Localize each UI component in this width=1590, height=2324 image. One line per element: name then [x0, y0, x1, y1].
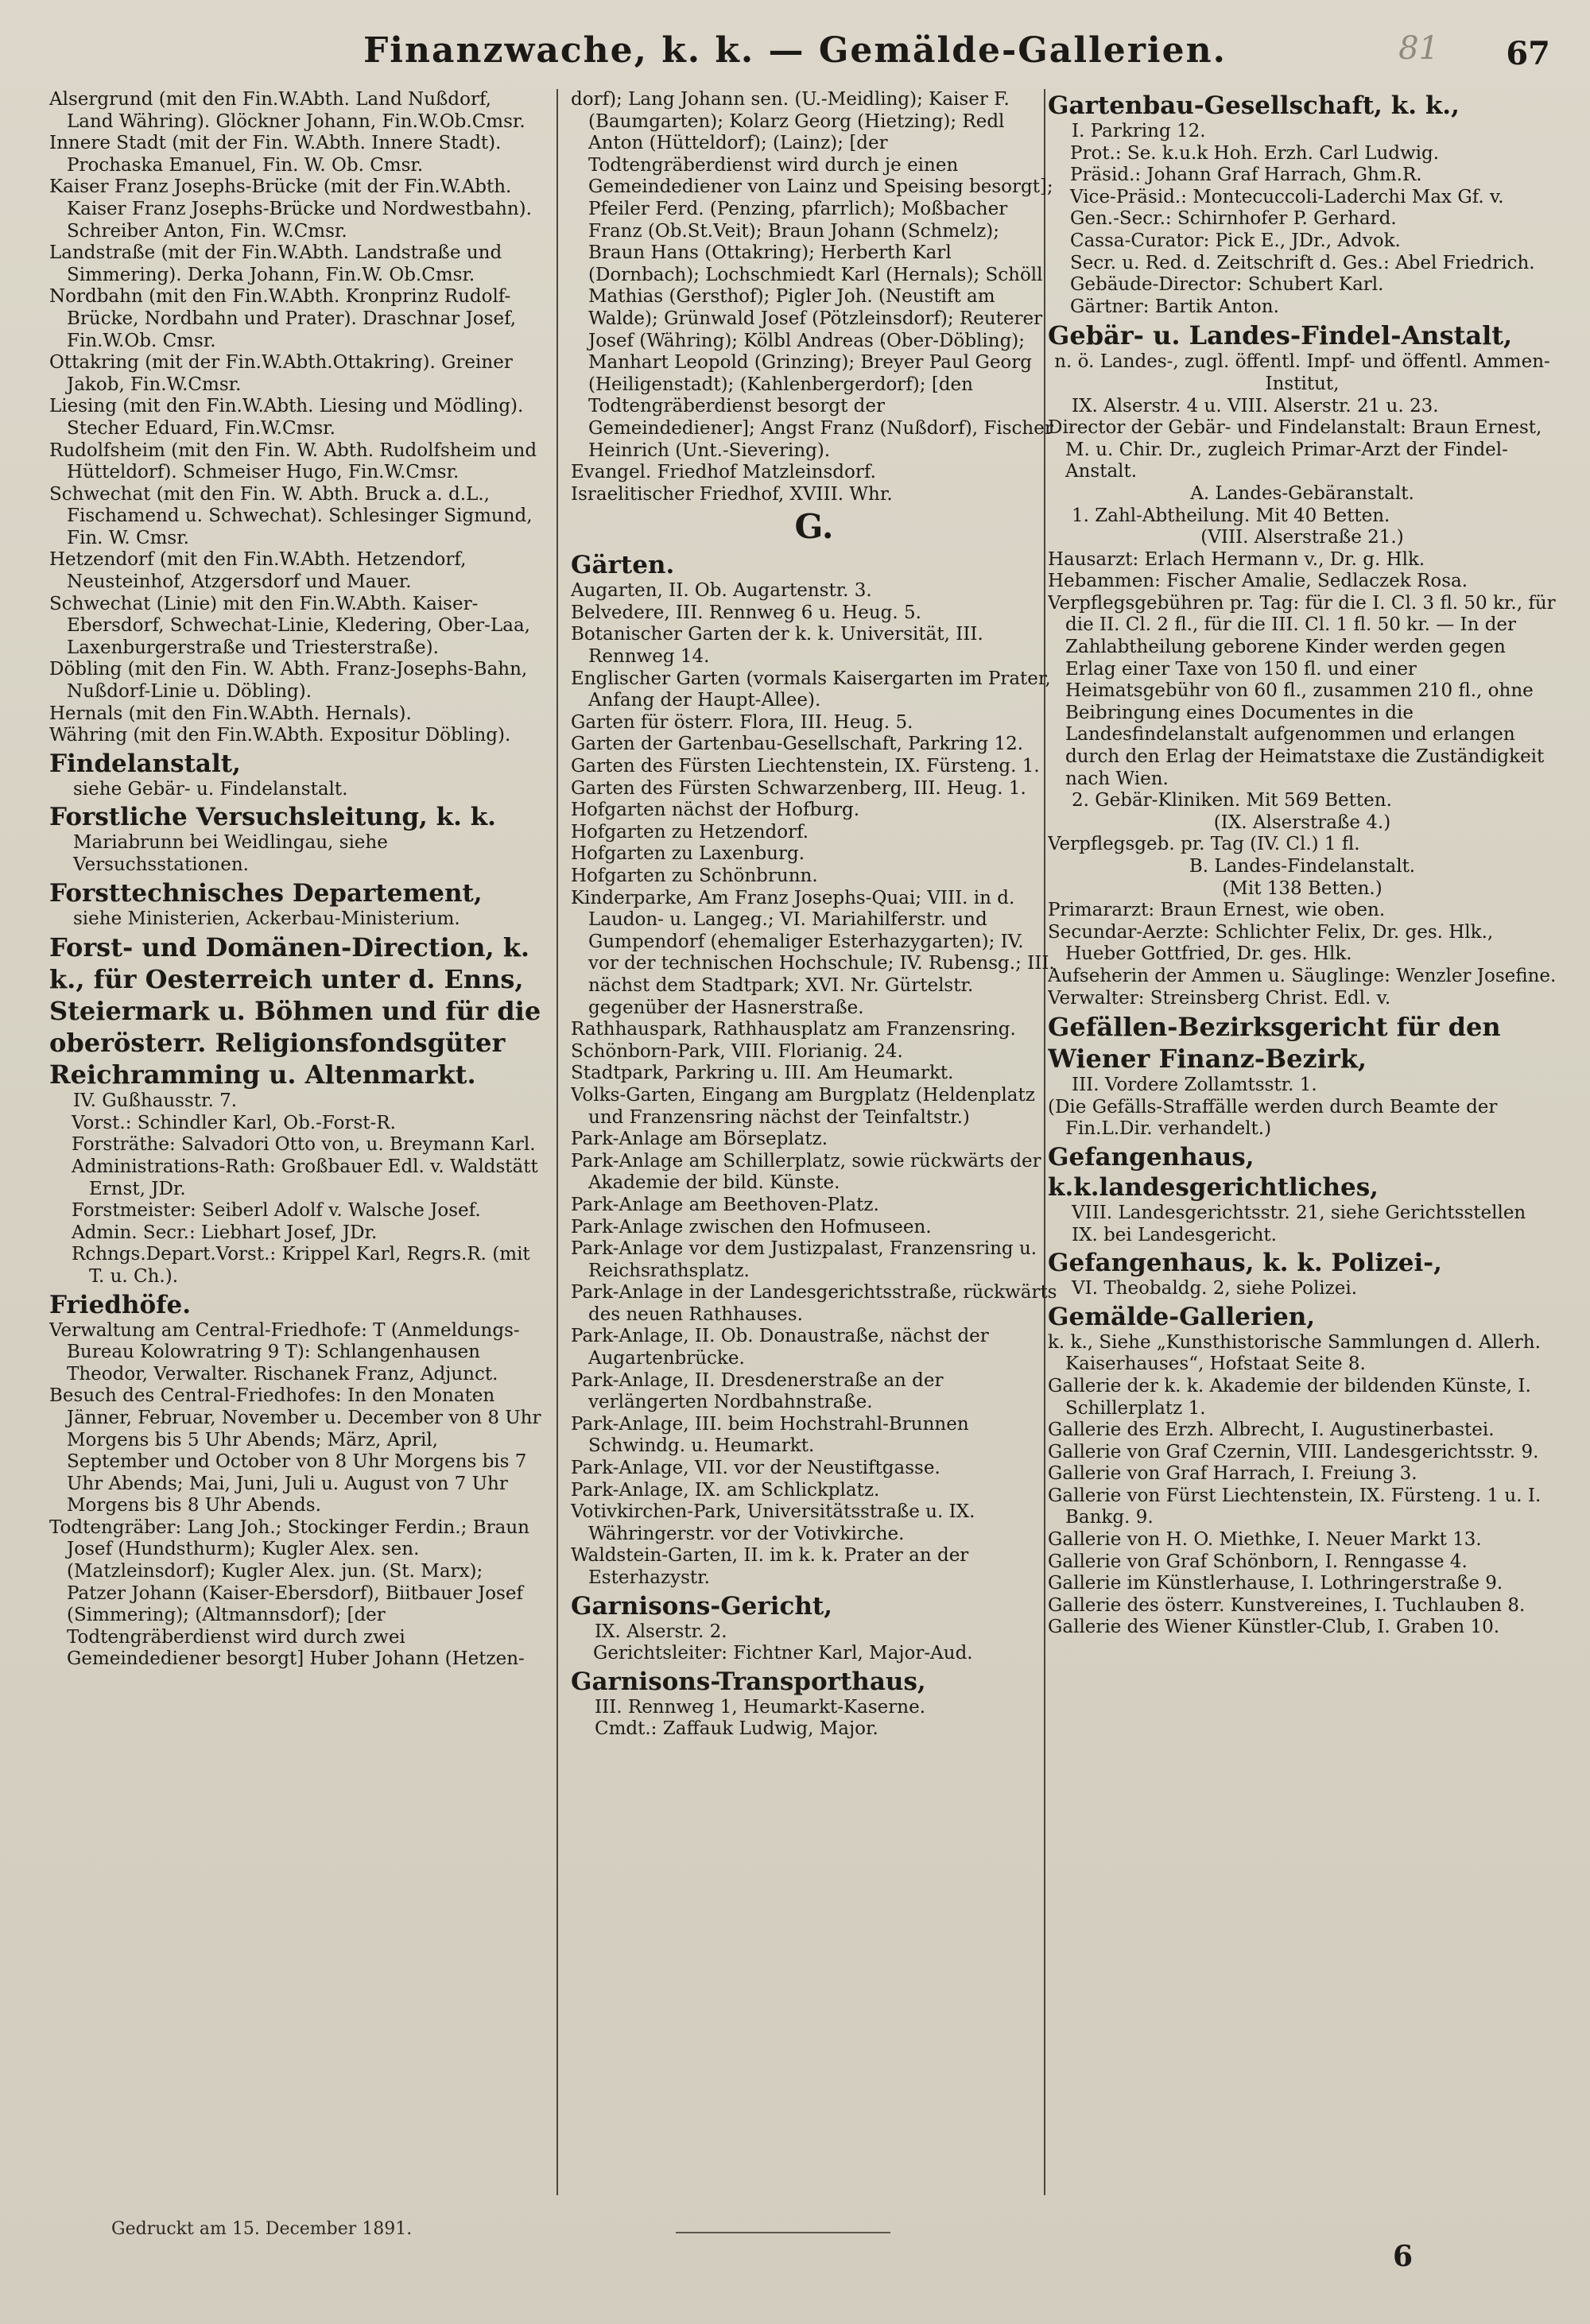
directory-entry: Park-Anlage zwischen den Hofmuseen.	[571, 1216, 932, 1238]
section-heading: Forsttechnisches Departement,	[49, 878, 483, 908]
personnel-line: Rchngs.Depart.Vorst.: Krippel Karl, Regrs.R. (mit T. u. Ch.).	[72, 1244, 530, 1287]
directory-entry: Garten für österr. Flora, III. Heug. 5.	[571, 711, 913, 733]
section-heading: Garnisons-Gericht,	[571, 1591, 833, 1621]
directory-entry: Hofgarten zu Schönbrunn.	[571, 866, 818, 886]
subsection-heading: A. Landes-Gebäranstalt.	[1190, 482, 1414, 504]
directory-entry: Primararzt: Braun Ernest, wie oben.	[1048, 900, 1386, 921]
section-heading: Gebär- u. Landes-Findel-Anstalt,	[1048, 320, 1513, 351]
directory-entry: Garten des Fürsten Schwarzenberg, III. Heug. 1.	[571, 777, 1026, 799]
entry-detail: IX. Alserstr. 4 u. VIII. Alserstr. 21 u. 23.	[1072, 395, 1439, 416]
directory-entry: Schwechat (mit den Fin. W. Abth. Bruck a. d.L., Fischamend u. Schwechat). Schlesinger Sigmund, Fin. W. Cmsr.	[49, 483, 533, 548]
directory-entry: (Die Gefälls-Straffälle werden durch Beamte der Fin.L.Dir. verhandelt.)	[1048, 1096, 1498, 1140]
column-divider	[556, 89, 558, 2195]
page-number: 67	[1506, 35, 1550, 72]
entry-detail: 1. Zahl-Abtheilung. Mit 40 Betten.	[1072, 505, 1390, 526]
directory-entry: Park-Anlage, VII. vor der Neustiftgasse.	[571, 1458, 940, 1479]
directory-entry: Park-Anlage am Beethoven-Platz.	[571, 1194, 879, 1215]
signature-mark: 6	[1393, 2240, 1414, 2273]
directory-entry: Hebammen: Fischer Amalie, Sedlaczek Rosa.	[1048, 571, 1468, 592]
directory-entry: Nordbahn (mit den Fin.W.Abth. Kronprinz Rudolf-Brücke, Nordbahn und Prater). Draschnar Josef, Fin.W.Ob. Cmsr.	[49, 286, 517, 351]
personnel-line: Administrations-Rath: Großbauer Edl. v. Waldstätt Ernst, JDr.	[72, 1156, 538, 1199]
entry-detail: VI. Theobaldg. 2, siehe Polizei.	[1072, 1278, 1358, 1300]
directory-entry: Park-Anlage vor dem Justizpalast, Franzensring u. Reichsrathsplatz.	[571, 1238, 1037, 1281]
section-heading: Gärten.	[571, 551, 675, 580]
personnel-line: Gärtner: Bartik Anton.	[1070, 296, 1279, 317]
directory-entry: Garten des Fürsten Liechtenstein, IX. Fürsteng. 1.	[571, 756, 1040, 777]
section-heading: Gefangenhaus, k.k.landesgerichtliches,	[1048, 1142, 1379, 1202]
print-date: Gedruckt am 15. December 1891.	[111, 2219, 413, 2239]
entry-detail: III. Vordere Zollamtsstr. 1.	[1072, 1075, 1317, 1096]
subsection-heading: B. Landes-Findelanstalt.	[1189, 856, 1416, 877]
pencil-annotation: 81	[1398, 30, 1439, 67]
personnel-line: Präsid.: Johann Graf Harrach, Ghm.R.	[1070, 165, 1422, 186]
directory-entry: Verpflegsgebühren pr. Tag: für die I. Cl. 3 fl. 50 kr., für die II. Cl. 2 fl., für die III. Cl. 1 fl. 50 kr. — In der Zahlabtheilung geborene Kinder werden gegen Erlag einer Taxe von 150 fl. und einer Heimatsgebühr von 60 fl., zusammen 210 fl., ohne Beibringung eines Documentes in die Landesfindelanstalt aufgenommen und erlangen durch den Erlag der Heimatstaxe die Zuständigkeit nach Wien.	[1048, 592, 1556, 789]
directory-entry: Alsergrund (mit den Fin.W.Abth. Land Nußdorf, Land Währing). Glöckner Johann, Fin.W.Ob.Cmsr.	[49, 89, 525, 132]
directory-entry: Gallerie von Graf Harrach, I. Freiung 3.	[1048, 1463, 1417, 1485]
directory-entry: Ottakring (mit der Fin.W.Abth.Ottakring). Greiner Jakob, Fin.W.Cmsr.	[49, 352, 513, 395]
section-heading: Garnisons-Transporthaus,	[571, 1667, 926, 1696]
directory-entry: Gallerie von Graf Czernin, VIII. Landesgerichtsstr. 9.	[1048, 1441, 1539, 1462]
entry-detail: 2. Gebär-Kliniken. Mit 569 Betten.	[1072, 790, 1392, 811]
directory-entry: Israelitischer Friedhof, XVIII. Whr.	[571, 483, 893, 505]
directory-entry: Englischer Garten (vormals Kaisergarten im Prater, Anfang der Haupt-Allee).	[571, 668, 1051, 711]
directory-entry: Hofgarten zu Laxenburg.	[571, 843, 805, 865]
directory-entry: Belvedere, III. Rennweg 6 u. Heug. 5.	[571, 602, 921, 623]
directory-entry: Gallerie des Wiener Künstler-Club, I. Graben 10.	[1048, 1617, 1500, 1638]
directory-entry: Gallerie des Erzh. Albrecht, I. Augustinerbastei.	[1048, 1420, 1495, 1441]
personnel-line: Gen.-Secr.: Schirnhofer P. Gerhard.	[1070, 208, 1397, 230]
personnel-line: Vice-Präsid.: Montecuccoli-Laderchi Max Gf. v.	[1070, 186, 1504, 207]
personnel-line: Admin. Secr.: Liebhart Josef, JDr.	[72, 1222, 378, 1243]
directory-entry: Rudolfsheim (mit den Fin. W. Abth. Rudolfsheim und Hütteldorf). Schmeiser Hugo, Fin.W.Cmsr.	[49, 440, 537, 483]
directory-entry: Verwaltung am Central-Friedhofe: T (Anmeldungs-Bureau Kolowratring 9 T): Schlangenhausen Theodor, Verwalter. Rischanek Franz, Adjunct.	[49, 1319, 520, 1385]
directory-entry: Park-Anlage, III. beim Hochstrahl-Brunnen Schwindg. u. Heumarkt.	[571, 1413, 969, 1457]
directory-entry: Kaiser Franz Josephs-Brücke (mit der Fin.W.Abth. Kaiser Franz Josephs-Brücke und Nordwestbahn). Schreiber Anton, Fin. W.Cmsr.	[49, 176, 532, 242]
directory-entry: Director der Gebär- und Findelanstalt: Braun Ernest, M. u. Chir. Dr., zugleich Primar-Arzt der Findel-Anstalt.	[1048, 417, 1542, 482]
entry-detail: I. Parkring 12.	[1072, 121, 1206, 141]
directory-entry: Park-Anlage, IX. am Schlickplatz.	[571, 1479, 880, 1501]
personnel-line: Prot.: Se. k.u.k Hoh. Erzh. Carl Ludwig.	[1070, 142, 1440, 164]
personnel-line: Forsträthe: Salvadori Otto von, u. Breymann Karl.	[72, 1134, 536, 1156]
directory-entry: Todtengräber: Lang Joh.; Stockinger Ferdin.; Braun Josef (Hundsthurm); Kugler Alex. sen. (Matzleinsdorf); Kugler Alex. jun. (St. Marx); Patzer Johann (Kaiser-Ebersdorf), Biitbauer Josef (Simmering); (Altmannsdorf); [der Todtengräberdienst wird durch zwei Gemeindediener besorgt] Huber Johann (Hetzen-	[49, 1516, 529, 1670]
directory-entry: Park-Anlage, II. Ob. Donaustraße, nächst der Augartenbrücke.	[571, 1326, 989, 1369]
directory-entry: Waldstein-Garten, II. im k. k. Prater an der Esterhazystr.	[571, 1545, 969, 1588]
directory-entry: Hernals (mit den Fin.W.Abth. Hernals).	[49, 703, 412, 724]
directory-entry: Innere Stadt (mit der Fin. W.Abth. Innere Stadt). Prochaska Emanuel, Fin. W. Ob. Cmsr.	[49, 133, 502, 176]
directory-entry: Gallerie von Fürst Liechtenstein, IX. Fürsteng. 1 u. I. Bankg. 9.	[1048, 1485, 1542, 1528]
section-heading: Forstliche Versuchsleitung, k. k.	[49, 803, 496, 832]
directory-entry: Kinderparke, Am Franz Josephs-Quai; VIII. in d. Laudon- u. Langeg.; VI. Mariahilferstr. und Gumpendorf (ehemaliger Esterhazygarten); IV. vor der technischen Hochschule; IV. Rubensg.; III. nächst dem Stadtpark; XVI. Nr. Gürtelstr. gegenüber der Hasnerstraße.	[571, 887, 1055, 1018]
directory-entry: Liesing (mit den Fin.W.Abth. Liesing und Mödling). Stecher Eduard, Fin.W.Cmsr.	[49, 396, 524, 439]
directory-entry: Volks-Garten, Eingang am Burgplatz (Heldenplatz und Franzensring nächst der Teinfaltstr.)	[571, 1084, 1035, 1128]
directory-entry: Augarten, II. Ob. Augartenstr. 3.	[571, 580, 872, 602]
directory-entry: Währing (mit den Fin.W.Abth. Expositur Döbling).	[49, 725, 511, 746]
personnel-line: Forstmeister: Seiberl Adolf v. Walsche Josef.	[72, 1200, 481, 1222]
directory-entry: Aufseherin der Ammen u. Säuglinge: Wenzler Josefine.	[1048, 965, 1557, 986]
directory-entry: Landstraße (mit der Fin.W.Abth. Landstraße und Simmering). Derka Johann, Fin.W. Ob.Cmsr.	[49, 242, 502, 285]
section-heading: Forst- und Domänen-Direction, k. k., für Oesterreich unter d. Enns, Steiermark u. Böhmen und für die oberösterr. Religionsfondsgüter Reichramming u. Altenmarkt.	[49, 932, 541, 1090]
directory-entry: k. k., Siehe „Kunsthistorische Sammlungen d. Allerh. Kaiserhauses“, Hofstaat Seite 8.	[1048, 1331, 1541, 1375]
entry-detail: Cmdt.: Zaffauk Ludwig, Major.	[595, 1718, 878, 1740]
directory-entry: Schwechat (Linie) mit den Fin.W.Abth. Kaiser-Ebersdorf, Schwechat-Linie, Kledering, Ober-Laa, Laxenburgerstraße und Triesterstraße).	[49, 593, 530, 658]
subsection-heading: n. ö. Landes-, zugl. öffentl. Impf- und öffentl. Ammen-Institut,	[1054, 351, 1550, 394]
directory-entry: Verwalter: Streinsberg Christ. Edl. v.	[1048, 987, 1391, 1009]
section-heading: Friedhöfe.	[49, 1290, 192, 1319]
directory-entry: Park-Anlage, II. Dresdenerstraße an der verlängerten Nordbahnstraße.	[571, 1369, 944, 1413]
entry-detail: siehe Ministerien, Ackerbau-Ministerium.	[73, 908, 460, 929]
running-title: Finanzwache, k. k. — Gemälde-Gallerien.	[363, 30, 1227, 71]
directory-entry: Votivkirchen-Park, Universitätsstraße u. IX. Währingerstr. vor der Votivkirche.	[571, 1501, 975, 1544]
directory-entry: Besuch des Central-Friedhofes: In den Monaten Jänner, Februar, November u. December von 8 Uhr Morgens bis 5 Uhr Abends; März, April, September und October von 8 Uhr Morgens bis 7 Uhr Abends; Mai, Juni, Juli u. August von 7 Uhr Morgens bis 8 Uhr Abends.	[49, 1385, 541, 1516]
column-right	[1048, 89, 1557, 2195]
directory-entry: Hausarzt: Erlach Hermann v., Dr. g. Hlk.	[1048, 548, 1425, 570]
directory-entry: Gallerie von Graf Schönborn, I. Renngasse 4.	[1048, 1551, 1468, 1572]
directory-entry: Hofgarten zu Hetzendorf.	[571, 821, 809, 842]
directory-entry: Gallerie im Künstlerhause, I. Lothringerstraße 9.	[1048, 1573, 1503, 1594]
personnel-line: Secr. u. Red. d. Zeitschrift d. Ges.: Abel Friedrich.	[1070, 252, 1535, 273]
footer-divider	[676, 2232, 890, 2233]
directory-entry: Botanischer Garten der k. k. Universität, III. Rennweg 14.	[571, 624, 983, 668]
entry-detail: III. Rennweg 1, Heumarkt-Kaserne.	[595, 1696, 926, 1718]
directory-entry: Gallerie des österr. Kunstvereines, I. Tuchlauben 8.	[1048, 1594, 1526, 1616]
section-heading: Findelanstalt,	[49, 749, 241, 778]
directory-entry: Park-Anlage am Schillerplatz, sowie rückwärts der Akademie der bild. Künste.	[571, 1150, 1041, 1194]
entry-detail: IX. Alserstr. 2.	[595, 1621, 727, 1642]
directory-entry: dorf); Lang Johann sen. (U.-Meidling); Kaiser F. (Baumgarten); Kolarz Georg (Hietzing); Redl Anton (Hütteldorf); (Lainz); [der Todtengräberdienst wird durch je einen Gemeindediener von Lainz und Speising besorgt]; Pfeiler Ferd. (Penzing, pfarrlich); Moßbacher Franz (Ob.St.Veit); Braun Johann (Schmelz); Braun Hans (Ottakring); Herberth Karl (Dornbach); Lochschmiedt Karl (Hernals); Schöll Mathias (Gersthof); Pigler Joh. (Neustift am Walde); Grünwald Josef (Pötzleinsdorf); Reuterer Josef (Währing); Kölbl Andreas (Ober-Döbling); Manhart Leopold (Grinzing); Breyer Paul Georg (Heiligenstadt); (Kahlenbergerdorf); [den Todtengräberdienst besorgt der Gemeindediener]; Angst Franz (Nußdorf), Fischer Heinrich (Unt.-Sievering).	[571, 89, 1053, 461]
column-middle	[571, 89, 1057, 2195]
directory-entry: Rathhauspark, Rathhausplatz am Franzensring.	[571, 1019, 1016, 1040]
section-heading: Gefällen-Bezirksgericht für den Wiener Finanz-Bezirk,	[1048, 1012, 1501, 1075]
directory-entry: Garten der Gartenbau-Gesellschaft, Parkring 12.	[571, 734, 1024, 755]
personnel-line: Vorst.: Schindler Karl, Ob.-Forst-R.	[72, 1112, 396, 1133]
directory-entry: Döbling (mit den Fin. W. Abth. Franz-Josephs-Bahn, Nußdorf-Linie u. Döbling).	[49, 659, 528, 703]
directory-entry: Verpflegsgeb. pr. Tag (IV. Cl.) 1 fl.	[1048, 834, 1360, 855]
directory-entry: Hetzendorf (mit den Fin.W.Abth. Hetzendorf, Neusteinhof, Atzgersdorf und Mauer.	[49, 549, 467, 593]
section-heading: Gefangenhaus, k. k. Polizei-,	[1048, 1249, 1442, 1278]
directory-entry: Stadtpark, Parkring u. III. Am Heumarkt.	[571, 1063, 954, 1084]
entry-detail: VIII. Landesgerichtsstr. 21, siehe Gerichtsstellen IX. bei Landesgericht.	[1072, 1202, 1526, 1245]
page-header	[32, 30, 1558, 78]
entry-detail: Mariabrunn bei Weidlingau, siehe Versuchsstationen.	[73, 832, 388, 875]
letter-divider: G.	[794, 507, 834, 547]
section-heading: Gemälde-Gallerien,	[1048, 1302, 1316, 1331]
entry-detail: IV. Gußhausstr. 7.	[73, 1090, 238, 1112]
entry-detail: siehe Gebär- u. Findelanstalt.	[73, 778, 348, 800]
directory-entry: Gallerie der k. k. Akademie der bildenden Künste, I. Schillerplatz 1.	[1048, 1375, 1531, 1419]
directory-entry: Park-Anlage am Börseplatz.	[571, 1129, 828, 1150]
directory-entry: Park-Anlage in der Landesgerichtsstraße, rückwärts des neuen Rathhauses.	[571, 1282, 1057, 1325]
subsection-heading: (VIII. Alserstraße 21.)	[1200, 527, 1404, 548]
directory-entry: Hofgarten nächst der Hofburg.	[571, 800, 860, 821]
column-left	[49, 89, 542, 2195]
personnel-line: Cassa-Curator: Pick E., JDr., Advok.	[1070, 230, 1401, 251]
directory-entry: Secundar-Aerzte: Schlichter Felix, Dr. ges. Hlk., Hueber Gottfried, Dr. ges. Hlk.	[1048, 921, 1494, 965]
personnel-line: Gerichtsleiter: Fichtner Karl, Major-Aud.	[593, 1643, 973, 1664]
directory-entry: Schönborn-Park, VIII. Florianig. 24.	[571, 1040, 903, 1062]
directory-entry: Gallerie von H. O. Miethke, I. Neuer Markt 13.	[1048, 1529, 1482, 1551]
subsection-heading: (Mit 138 Betten.)	[1222, 877, 1383, 899]
section-heading: Gartenbau-Gesellschaft, k. k.,	[1048, 91, 1460, 120]
subsection-heading: (IX. Alserstraße 4.)	[1213, 811, 1391, 833]
personnel-line: Gebäude-Director: Schubert Karl.	[1070, 274, 1384, 296]
directory-entry: Evangel. Friedhof Matzleinsdorf.	[571, 462, 876, 483]
